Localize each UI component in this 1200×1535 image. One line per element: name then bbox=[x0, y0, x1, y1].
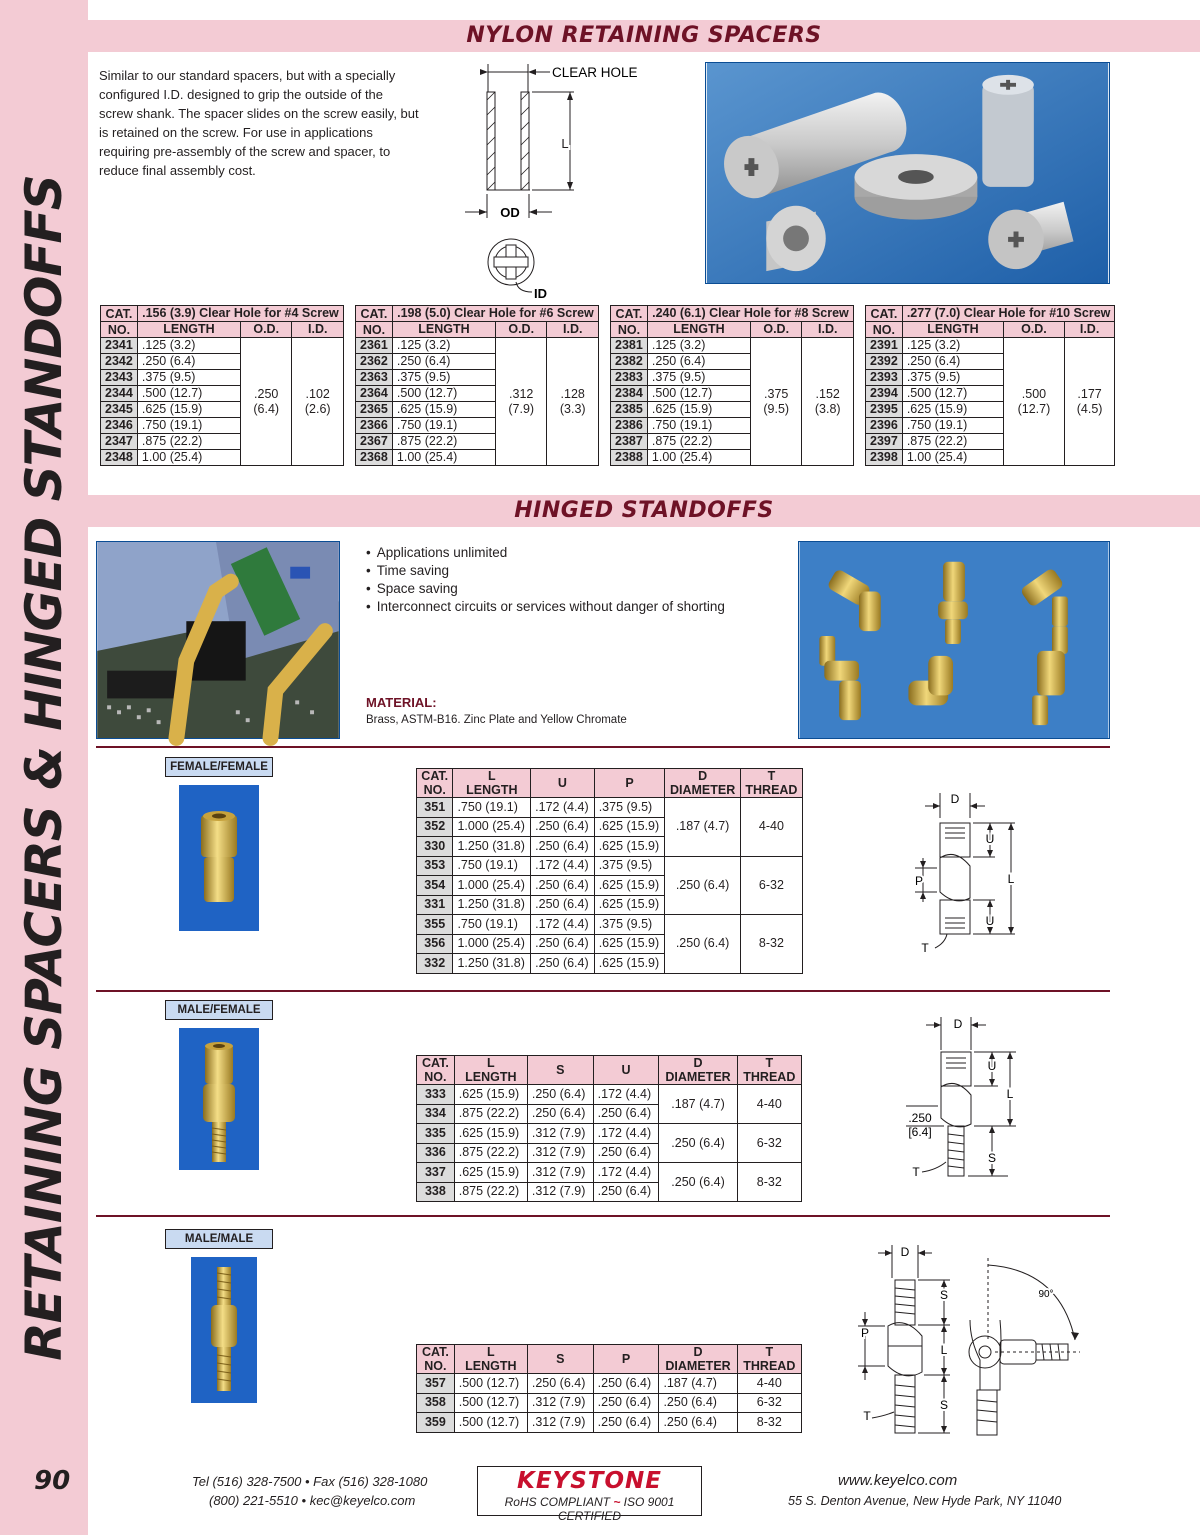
thread: 8-32 bbox=[737, 1413, 801, 1433]
u-value: .250 (6.4) bbox=[531, 954, 595, 974]
t-label: T bbox=[912, 1165, 920, 1179]
cat-no: 2396 bbox=[866, 418, 903, 434]
length: .250 (6.4) bbox=[392, 354, 495, 370]
length: 1.00 (25.4) bbox=[647, 450, 750, 466]
length: 1.250 (31.8) bbox=[453, 837, 531, 857]
female-female-photo bbox=[179, 785, 259, 931]
male-female-tag: MALE/FEMALE bbox=[165, 1000, 273, 1020]
male-male-tag: MALE/MALE bbox=[165, 1229, 273, 1249]
thread: 6-32 bbox=[740, 856, 802, 915]
spacer-table-10 bbox=[865, 305, 1115, 466]
keystone-logo: KEYSTONE bbox=[517, 1468, 662, 1494]
length: .875 (22.2) bbox=[392, 434, 495, 450]
female-female-tag: FEMALE/FEMALE bbox=[165, 757, 273, 777]
cat-no: 2366 bbox=[356, 418, 393, 434]
length: .250 (6.4) bbox=[137, 354, 240, 370]
cat-no: 2391 bbox=[866, 338, 903, 354]
length: .625 (15.9) bbox=[454, 1085, 527, 1105]
col-cat: CAT. bbox=[866, 306, 903, 322]
website-link[interactable]: www.keyelco.com bbox=[838, 1472, 958, 1489]
col-p: P bbox=[594, 769, 665, 798]
intro-text: Similar to our standard spacers, but with a specially configured I.D. designed to grip the outside of the screw shank. The spacer slides on the screw easily, but is retained on the screw. For use in applications requiring pre-assembly of the screw and spacer, to reduce final assembly cost. bbox=[99, 68, 419, 178]
col-od: O.D. bbox=[750, 322, 801, 338]
divider bbox=[96, 746, 1110, 748]
length: .750 (19.1) bbox=[453, 915, 531, 935]
length: 1.000 (25.4) bbox=[453, 817, 531, 837]
cat-no: 2397 bbox=[866, 434, 903, 450]
cat-no: 357 bbox=[417, 1374, 455, 1394]
certifications: RoHS COMPLIANT ~ ISO 9001 CERTIFIED bbox=[504, 1495, 675, 1523]
p-value: .250 (6.4) bbox=[593, 1393, 659, 1413]
cat-no: 2385 bbox=[611, 402, 648, 418]
length: .750 (19.1) bbox=[453, 798, 531, 818]
col-length: L LENGTH bbox=[454, 1345, 527, 1374]
page-number: 90 bbox=[34, 1466, 71, 1496]
cat-no: 2394 bbox=[866, 386, 903, 402]
d-label: D bbox=[900, 1245, 910, 1259]
circuit-board-photo bbox=[96, 541, 340, 739]
col-thread: T THREAD bbox=[737, 1056, 801, 1085]
cat-no: 352 bbox=[417, 817, 453, 837]
length: .500 (12.7) bbox=[392, 386, 495, 402]
list-item: • Space saving bbox=[366, 580, 725, 598]
divider bbox=[96, 1215, 1110, 1217]
col-p: P bbox=[593, 1345, 659, 1374]
section-title-nylon: NYLON RETAINING SPACERS bbox=[88, 20, 1200, 52]
rohs-label: RoHS COMPLIANT bbox=[504, 1495, 610, 1509]
s-value: .312 (7.9) bbox=[527, 1182, 593, 1202]
t-label: T bbox=[921, 941, 929, 955]
length: 1.250 (31.8) bbox=[453, 954, 531, 974]
s-value: .250 (6.4) bbox=[527, 1085, 593, 1105]
length: .250 (6.4) bbox=[902, 354, 1003, 370]
col-thread: T THREAD bbox=[737, 1345, 801, 1374]
col-no: NO. bbox=[356, 322, 393, 338]
col-diameter: D DIAMETER bbox=[665, 769, 741, 798]
thread: 8-32 bbox=[737, 1163, 801, 1202]
address: 55 S. Denton Avenue, New Hyde Park, NY 11040 bbox=[788, 1494, 1062, 1508]
length: .375 (9.5) bbox=[647, 370, 750, 386]
cat-no: 353 bbox=[417, 856, 453, 876]
length: .500 (12.7) bbox=[647, 386, 750, 402]
cat-no: 2361 bbox=[356, 338, 393, 354]
keystone-logo-box bbox=[477, 1466, 702, 1523]
clear-hole-label: CLEAR HOLE bbox=[552, 65, 638, 80]
p-value: .250 (6.4) bbox=[593, 1413, 659, 1433]
p-value: .375 (9.5) bbox=[594, 856, 665, 876]
p-label: P bbox=[860, 1326, 870, 1340]
diameter: .250 (6.4) bbox=[665, 856, 741, 915]
length: .500 (12.7) bbox=[454, 1374, 527, 1394]
u-value: .172 (4.4) bbox=[531, 798, 595, 818]
col-id: I.D. bbox=[1064, 322, 1115, 338]
diameter: .250 (6.4) bbox=[659, 1124, 737, 1163]
hinged-standoffs-photo bbox=[798, 541, 1110, 739]
cat-no: 2347 bbox=[101, 434, 138, 450]
col-cat: CAT. NO. bbox=[417, 769, 453, 798]
u-value: .250 (6.4) bbox=[593, 1104, 659, 1124]
cat-no: 2386 bbox=[611, 418, 648, 434]
length: 1.00 (25.4) bbox=[902, 450, 1003, 466]
diameter: .250 (6.4) bbox=[659, 1413, 737, 1433]
diameter: .187 (4.7) bbox=[659, 1374, 737, 1394]
length: .500 (12.7) bbox=[902, 386, 1003, 402]
diameter: .250 (6.4) bbox=[659, 1163, 737, 1202]
col-diameter: D DIAMETER bbox=[659, 1056, 737, 1085]
cat-no: 2384 bbox=[611, 386, 648, 402]
col-length: LENGTH bbox=[137, 322, 240, 338]
l-label: L bbox=[1007, 872, 1015, 886]
thread: 4-40 bbox=[737, 1085, 801, 1124]
u-value: .250 (6.4) bbox=[593, 1182, 659, 1202]
length: 1.00 (25.4) bbox=[137, 450, 240, 466]
phone: (800) 221-5510 bbox=[209, 1493, 298, 1508]
table-header: .198 (5.0) Clear Hole for #6 Screw bbox=[392, 306, 598, 322]
col-s: S bbox=[527, 1056, 593, 1085]
col-no: NO. bbox=[611, 322, 648, 338]
length: .750 (19.1) bbox=[453, 856, 531, 876]
length: .875 (22.2) bbox=[454, 1104, 527, 1124]
col-cat: CAT. bbox=[356, 306, 393, 322]
col-od: O.D. bbox=[495, 322, 546, 338]
p-value: .625 (15.9) bbox=[594, 876, 665, 896]
length: 1.000 (25.4) bbox=[453, 934, 531, 954]
col-thread: T THREAD bbox=[740, 769, 802, 798]
t-label: T bbox=[863, 1409, 871, 1423]
col-no: NO. bbox=[866, 322, 903, 338]
cat-no: 333 bbox=[417, 1085, 455, 1105]
length: .125 (3.2) bbox=[647, 338, 750, 354]
cat-no: 331 bbox=[417, 895, 453, 915]
col-s: S bbox=[527, 1345, 593, 1374]
cat-no: 2381 bbox=[611, 338, 648, 354]
length: .875 (22.2) bbox=[137, 434, 240, 450]
cat-no: 2393 bbox=[866, 370, 903, 386]
cat-no: 338 bbox=[417, 1182, 455, 1202]
section-title-hinged: HINGED STANDOFFS bbox=[88, 495, 1200, 527]
cat-no: 2363 bbox=[356, 370, 393, 386]
l-label: L bbox=[940, 1343, 948, 1357]
length: .875 (22.2) bbox=[454, 1182, 527, 1202]
u-label: U bbox=[985, 832, 995, 846]
spacer-table-8 bbox=[610, 305, 854, 466]
s-value: .250 (6.4) bbox=[527, 1374, 593, 1394]
length: .625 (15.9) bbox=[137, 402, 240, 418]
cat-no: 2392 bbox=[866, 354, 903, 370]
male-male-table bbox=[416, 1344, 802, 1433]
col-cat: CAT. NO. bbox=[417, 1056, 455, 1085]
length: .125 (3.2) bbox=[392, 338, 495, 354]
cat-no: 2348 bbox=[101, 450, 138, 466]
side-title: RETAINING SPACERS & HINGED STANDOFFS bbox=[15, 175, 73, 1361]
female-female-diagram bbox=[905, 788, 1035, 958]
list-item: • Time saving bbox=[366, 562, 725, 580]
cat-no: 2398 bbox=[866, 450, 903, 466]
dim-label-2: [6.4] bbox=[908, 1125, 932, 1139]
id-value: .128 (3.3) bbox=[547, 338, 599, 466]
fax: Fax (516) 328-1080 bbox=[313, 1474, 428, 1489]
p-value: .625 (15.9) bbox=[594, 837, 665, 857]
s-label: S bbox=[939, 1288, 949, 1302]
thread: 6-32 bbox=[737, 1124, 801, 1163]
cat-no: 2383 bbox=[611, 370, 648, 386]
col-id: I.D. bbox=[547, 322, 599, 338]
male-male-diagram bbox=[850, 1240, 1090, 1445]
length: 1.250 (31.8) bbox=[453, 895, 531, 915]
cat-no: 2364 bbox=[356, 386, 393, 402]
nylon-spacers-photo bbox=[705, 62, 1110, 284]
cat-no: 330 bbox=[417, 837, 453, 857]
u-label-2: U bbox=[985, 914, 995, 928]
cat-no: 358 bbox=[417, 1393, 455, 1413]
col-cat: CAT. bbox=[101, 306, 138, 322]
p-value: .625 (15.9) bbox=[594, 954, 665, 974]
col-id: I.D. bbox=[292, 322, 344, 338]
length: .375 (9.5) bbox=[137, 370, 240, 386]
tel: Tel (516) 328-7500 bbox=[192, 1474, 302, 1489]
id-label: ID bbox=[534, 286, 547, 301]
od-value: .312 (7.9) bbox=[495, 338, 546, 466]
length: .875 (22.2) bbox=[454, 1143, 527, 1163]
cat-no: 355 bbox=[417, 915, 453, 935]
material-text: Brass, ASTM-B16. Zinc Plate and Yellow Chromate bbox=[366, 714, 627, 726]
male-female-photo bbox=[179, 1028, 259, 1170]
s-value: .312 (7.9) bbox=[527, 1163, 593, 1183]
col-od: O.D. bbox=[1004, 322, 1065, 338]
table-header: .277 (7.0) Clear Hole for #10 Screw bbox=[902, 306, 1115, 322]
od-label: OD bbox=[500, 205, 520, 220]
s-value: .312 (7.9) bbox=[527, 1393, 593, 1413]
cat-no: 351 bbox=[417, 798, 453, 818]
u-value: .172 (4.4) bbox=[531, 915, 595, 935]
s-label-2: S bbox=[939, 1398, 949, 1412]
list-item: • Applications unlimited bbox=[366, 544, 725, 562]
p-value: .375 (9.5) bbox=[594, 798, 665, 818]
id-value: .102 (2.6) bbox=[292, 338, 344, 466]
u-value: .172 (4.4) bbox=[593, 1163, 659, 1183]
cat-no: 2387 bbox=[611, 434, 648, 450]
cat-no: 2343 bbox=[101, 370, 138, 386]
length: .500 (12.7) bbox=[137, 386, 240, 402]
length: .750 (19.1) bbox=[137, 418, 240, 434]
diameter: .187 (4.7) bbox=[665, 798, 741, 857]
length: .625 (15.9) bbox=[392, 402, 495, 418]
length: .625 (15.9) bbox=[902, 402, 1003, 418]
male-female-table bbox=[416, 1055, 802, 1202]
iso-label: ISO 9001 CERTIFIED bbox=[557, 1495, 675, 1523]
cat-no: 354 bbox=[417, 876, 453, 896]
p-label: P bbox=[914, 874, 924, 888]
male-female-diagram bbox=[898, 1012, 1028, 1187]
angle-label: 90° bbox=[1038, 1289, 1054, 1300]
cat-no: 2341 bbox=[101, 338, 138, 354]
diameter: .187 (4.7) bbox=[659, 1085, 737, 1124]
thread: 6-32 bbox=[737, 1393, 801, 1413]
cat-no: 2365 bbox=[356, 402, 393, 418]
od-value: .500 (12.7) bbox=[1004, 338, 1065, 466]
cat-no: 332 bbox=[417, 954, 453, 974]
l-label: L bbox=[1006, 1087, 1014, 1101]
length: .125 (3.2) bbox=[902, 338, 1003, 354]
spacer-table-4 bbox=[100, 305, 344, 466]
col-cat: CAT. bbox=[611, 306, 648, 322]
email-link[interactable]: kec@keyelco.com bbox=[309, 1493, 416, 1508]
col-u: U bbox=[531, 769, 595, 798]
list-item: • Interconnect circuits or services without danger of shorting bbox=[366, 598, 725, 616]
u-value: .172 (4.4) bbox=[531, 856, 595, 876]
length: .750 (19.1) bbox=[902, 418, 1003, 434]
length: 1.000 (25.4) bbox=[453, 876, 531, 896]
s-label: S bbox=[987, 1151, 997, 1165]
length: .500 (12.7) bbox=[454, 1413, 527, 1433]
cat-no: 335 bbox=[417, 1124, 455, 1144]
female-female-table bbox=[416, 768, 803, 974]
length: .875 (22.2) bbox=[647, 434, 750, 450]
od-value: .375 (9.5) bbox=[750, 338, 801, 466]
divider bbox=[96, 990, 1110, 992]
u-value: .250 (6.4) bbox=[531, 876, 595, 896]
length: .125 (3.2) bbox=[137, 338, 240, 354]
s-value: .250 (6.4) bbox=[527, 1104, 593, 1124]
u-value: .172 (4.4) bbox=[593, 1124, 659, 1144]
cat-no: 2367 bbox=[356, 434, 393, 450]
col-length: L LENGTH bbox=[453, 769, 531, 798]
length: .625 (15.9) bbox=[454, 1163, 527, 1183]
material-label: MATERIAL: bbox=[366, 695, 437, 710]
footer-tel-fax: Tel (516) 328-7500 • Fax (516) 328-1080 bbox=[192, 1474, 428, 1489]
u-label: U bbox=[987, 1059, 997, 1073]
thread: 4-40 bbox=[740, 798, 802, 857]
col-diameter: D DIAMETER bbox=[659, 1345, 737, 1374]
cat-no: 2346 bbox=[101, 418, 138, 434]
length: .375 (9.5) bbox=[902, 370, 1003, 386]
s-value: .312 (7.9) bbox=[527, 1124, 593, 1144]
col-length: LENGTH bbox=[392, 322, 495, 338]
dim-label-1: .250 bbox=[908, 1111, 932, 1125]
id-value: .177 (4.5) bbox=[1064, 338, 1115, 466]
male-male-photo bbox=[191, 1257, 257, 1403]
footer-phone-email: (800) 221-5510 • kec@keyelco.com bbox=[209, 1493, 416, 1508]
diameter: .250 (6.4) bbox=[659, 1393, 737, 1413]
p-value: .625 (15.9) bbox=[594, 817, 665, 837]
od-value: .250 (6.4) bbox=[240, 338, 291, 466]
cat-no: 2344 bbox=[101, 386, 138, 402]
col-length: LENGTH bbox=[902, 322, 1003, 338]
u-value: .172 (4.4) bbox=[593, 1085, 659, 1105]
cat-no: 2395 bbox=[866, 402, 903, 418]
cat-no: 2362 bbox=[356, 354, 393, 370]
cat-no: 2342 bbox=[101, 354, 138, 370]
d-label: D bbox=[950, 792, 960, 806]
col-cat: CAT. NO. bbox=[417, 1345, 455, 1374]
cat-no: 2388 bbox=[611, 450, 648, 466]
col-no: NO. bbox=[101, 322, 138, 338]
length: .750 (19.1) bbox=[647, 418, 750, 434]
col-length: LENGTH bbox=[647, 322, 750, 338]
spacer-diagram bbox=[460, 60, 638, 301]
col-od: O.D. bbox=[240, 322, 291, 338]
spacer-table-6 bbox=[355, 305, 599, 466]
length: 1.00 (25.4) bbox=[392, 450, 495, 466]
table-header: .240 (6.1) Clear Hole for #8 Screw bbox=[647, 306, 853, 322]
table-header: .156 (3.9) Clear Hole for #4 Screw bbox=[137, 306, 343, 322]
cat-no: 2368 bbox=[356, 450, 393, 466]
thread: 4-40 bbox=[737, 1374, 801, 1394]
id-value: .152 (3.8) bbox=[802, 338, 854, 466]
length: .625 (15.9) bbox=[454, 1124, 527, 1144]
cat-no: 336 bbox=[417, 1143, 455, 1163]
col-id: I.D. bbox=[802, 322, 854, 338]
cat-no: 356 bbox=[417, 934, 453, 954]
s-value: .312 (7.9) bbox=[527, 1143, 593, 1163]
thread: 8-32 bbox=[740, 915, 802, 974]
col-length: L LENGTH bbox=[454, 1056, 527, 1085]
u-value: .250 (6.4) bbox=[531, 895, 595, 915]
u-value: .250 (6.4) bbox=[531, 837, 595, 857]
l-label: L bbox=[561, 136, 569, 151]
u-value: .250 (6.4) bbox=[531, 934, 595, 954]
u-value: .250 (6.4) bbox=[593, 1143, 659, 1163]
d-label: D bbox=[953, 1017, 963, 1031]
cat-no: 337 bbox=[417, 1163, 455, 1183]
p-value: .375 (9.5) bbox=[594, 915, 665, 935]
feature-list bbox=[366, 544, 725, 616]
cat-no: 2382 bbox=[611, 354, 648, 370]
length: .250 (6.4) bbox=[647, 354, 750, 370]
col-u: U bbox=[593, 1056, 659, 1085]
length: .500 (12.7) bbox=[454, 1393, 527, 1413]
s-value: .312 (7.9) bbox=[527, 1413, 593, 1433]
cat-no: 2345 bbox=[101, 402, 138, 418]
length: .375 (9.5) bbox=[392, 370, 495, 386]
p-value: .625 (15.9) bbox=[594, 895, 665, 915]
length: .625 (15.9) bbox=[647, 402, 750, 418]
cat-no: 359 bbox=[417, 1413, 455, 1433]
p-value: .625 (15.9) bbox=[594, 934, 665, 954]
u-value: .250 (6.4) bbox=[531, 817, 595, 837]
length: .875 (22.2) bbox=[902, 434, 1003, 450]
p-value: .250 (6.4) bbox=[593, 1374, 659, 1394]
diameter: .250 (6.4) bbox=[665, 915, 741, 974]
cat-no: 334 bbox=[417, 1104, 455, 1124]
length: .750 (19.1) bbox=[392, 418, 495, 434]
